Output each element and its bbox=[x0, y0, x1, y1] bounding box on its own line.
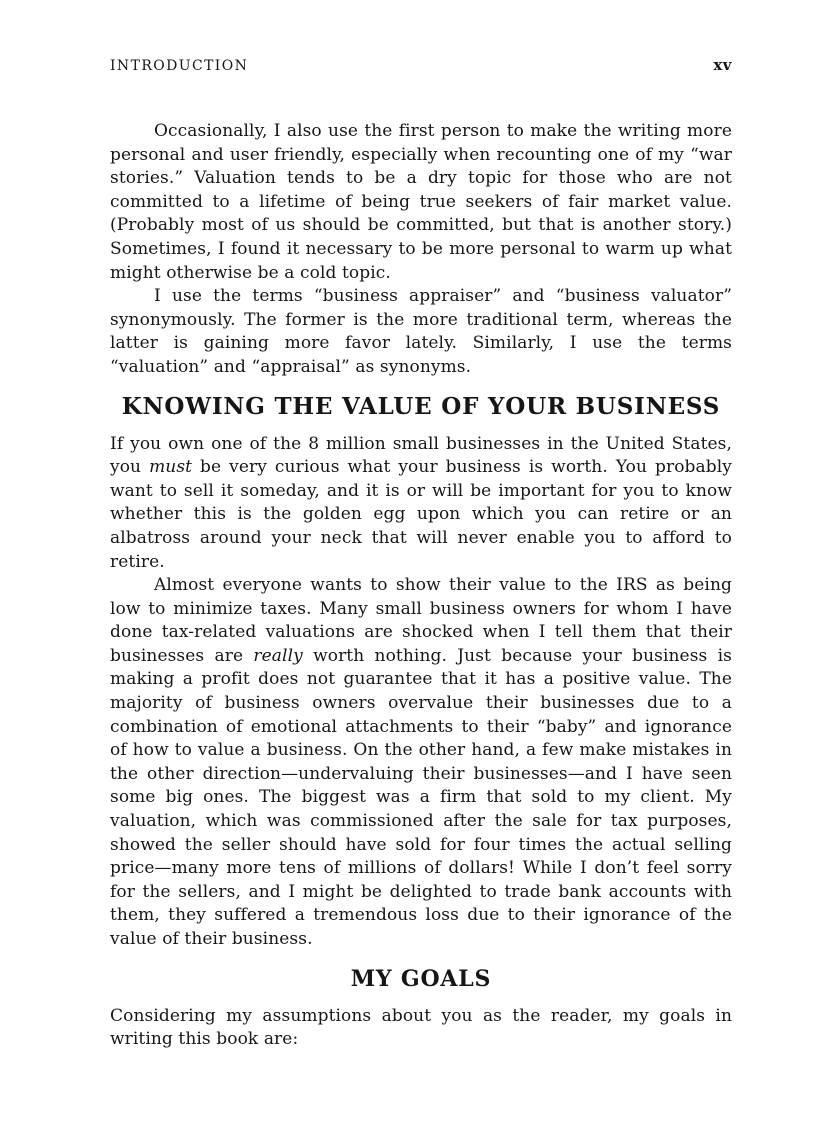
running-header-title: INTRODUCTION bbox=[110, 58, 249, 74]
emphasis-must: must bbox=[149, 457, 193, 478]
running-header bbox=[110, 56, 732, 74]
page-body bbox=[110, 120, 732, 1052]
section-heading-my-goals: MY GOALS bbox=[350, 965, 492, 992]
paragraph-text: Occasionally, I also use the first person to make the writing more personal and user friendly, especially when recounting one of my “war stories.” Valuation tends to be a dry topic for those who are not committed to a lifetime of being true seekers of fair market value. (Probably most of us should be committed, but that is another story.) Sometimes, I found it necessary to be more personal to warm up what might otherwise be a cold topic. bbox=[110, 121, 732, 283]
paragraph-text: worth nothing. Just because your business is making a profit does not guarantee that it has a positive value. The majority of business owners overvalue their businesses due to a combination of emotional attachments to their “baby” and ignorance of how to value a business. On the other hand, a few make mistakes in the other direction—undervaluing their businesses—and I have seen some big ones. The biggest was a firm that sold to my client. My valuation, which was commissioned after the sale for tax purposes, showed the seller should have sold for four times the actual selling price—many more tens of millions of dollars! While I don’t feel sorry for the sellers, and I might be delighted to trade bank accounts with them, they suffered a tremendous loss due to their ignorance of the value of their business. bbox=[110, 645, 732, 949]
paragraph-if-you-own bbox=[110, 433, 732, 575]
paragraph-text: Considering my assumptions about you as the reader, my goals in writing this book are: bbox=[110, 1005, 732, 1050]
paragraph-considering-goals bbox=[110, 1005, 732, 1052]
paragraph-text: I use the terms “business appraiser” and “business valuator” synonymously. The former is the more traditional term, whereas the latter is gaining more favor lately. Similarly, I use the terms “valuation” and “appraisal” as synonyms. bbox=[110, 286, 732, 377]
section-heading-knowing-the-value: KNOWING THE VALUE OF YOUR BUSINESS bbox=[121, 392, 721, 420]
paragraph-text: If you own one of the 8 million small businesses in the United States, you bbox=[110, 433, 732, 478]
paragraph-first-person bbox=[110, 120, 732, 285]
paragraph-terms bbox=[110, 285, 732, 379]
emphasis-really: really bbox=[253, 645, 303, 666]
paragraph-almost-everyone bbox=[110, 574, 732, 952]
page-number: xv bbox=[713, 56, 732, 74]
paragraph-text: Almost everyone wants to show their value to the IRS as being low to minimize taxes. Many small business owners for whom I have done tax-related valuations are shocked when I tell them that their businesses are bbox=[110, 575, 732, 666]
paragraph-text: be very curious what your business is worth. You probably want to sell it someday, and it is or will be important for you to know whether this is the golden egg upon which you can retire or an albatross around your neck that will never enable you to afford to retire. bbox=[110, 457, 732, 572]
